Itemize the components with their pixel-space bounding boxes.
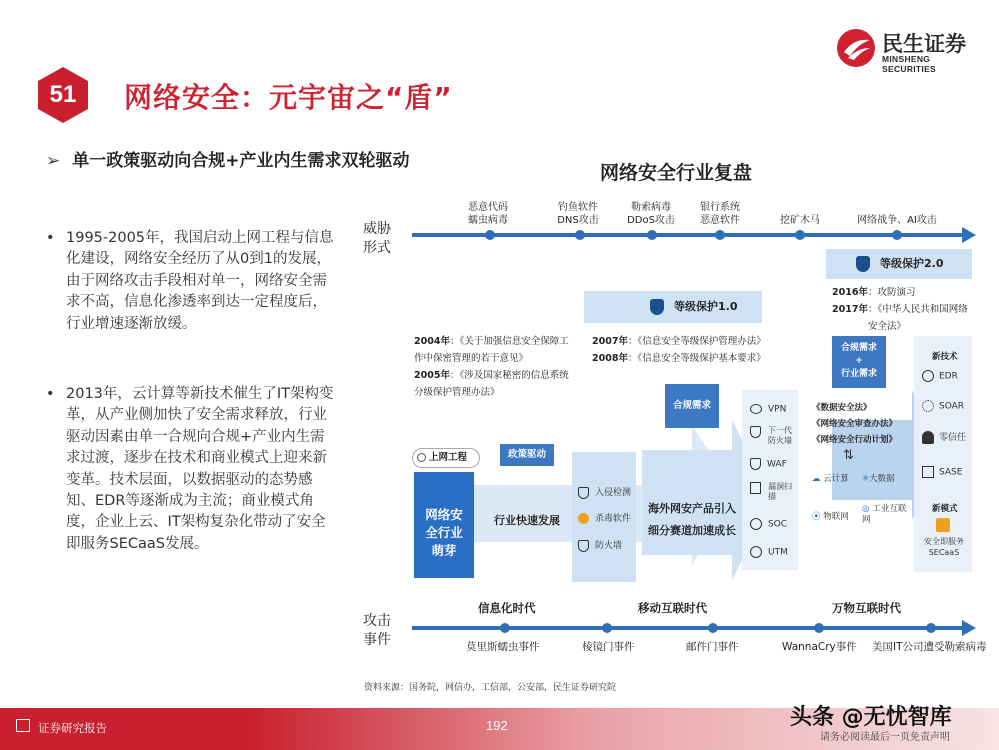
tech-item: ⦿ 物联网 [812, 512, 849, 522]
new-tech-item: EDR [922, 370, 958, 382]
company-logo [836, 28, 986, 74]
timeline-dot [575, 230, 585, 240]
stage1-box: 网络安全行业萌芽 [414, 472, 474, 578]
new-tech-label: 新技术 [932, 352, 958, 362]
product-item: WAF [750, 458, 787, 470]
stage3-products-box [742, 390, 798, 570]
disclaimer: 请务必阅读最后一页免责声明 [820, 732, 950, 743]
product-item: VPN [750, 404, 786, 415]
new-tech-item: SASE [922, 466, 962, 478]
new-tech-item: 零信任 [922, 430, 966, 444]
threat-axis-label: 威胁形式 [363, 221, 391, 256]
product-item: 漏洞扫描 [750, 482, 798, 502]
timeline-dot [814, 623, 824, 633]
globe-icon [417, 453, 426, 462]
book-icon [16, 719, 30, 732]
tech-item: ✳大数据 [862, 474, 895, 484]
law-list: 《数据安全法》 《网络安全审查办法》 《网络安全行动计划》 [812, 403, 898, 445]
product-item: 杀毒软件 [578, 511, 631, 524]
watermark: 头条 @无忧智库 [790, 705, 952, 730]
attack-timeline [412, 626, 970, 630]
threat-timeline [412, 233, 970, 237]
policy-note-mid: 2007年：《信息安全等级保护管理办法》 2008年：《信息安全等级保护基本要求》 [592, 336, 766, 364]
compliance-industry-tag: 合规需求 + 行业需求 [832, 336, 886, 388]
soar-icon [922, 400, 934, 412]
shield-icon [650, 299, 664, 315]
vpn-icon [750, 404, 762, 414]
timeline-dot [715, 230, 725, 240]
sase-icon [922, 466, 934, 478]
source-note: 资料来源：国务院，网信办，工信部，公安部，民生证券研究院 [364, 683, 617, 693]
shield-icon [856, 256, 870, 272]
industrial-internet-icon: ◎ [862, 504, 870, 514]
new-tech-item: SOAR [922, 400, 964, 412]
page-number: 192 [486, 718, 508, 733]
logo-name-cn: 民生证券 [882, 32, 966, 56]
footer-label: 证券研究报告 [38, 721, 107, 735]
bullet-item: • 1995-2005年，我国启动上网工程与信息化建设，网络安全经历了从0到1的发展，由于网络攻击手段相对单一，网络安全需求不高，信息化渗透率到达一定程度后，行业增速逐渐放缓。 [46, 230, 334, 332]
new-model-label: 新模式 [932, 504, 958, 514]
section-number-badge [34, 66, 92, 124]
timeline-dot [795, 230, 805, 240]
threat-item: 钓鱼软件 DNS攻击 [557, 202, 599, 226]
cloud-icon: ☁ [812, 474, 821, 484]
policy-driver-tag: 政策驱动 [500, 444, 554, 466]
timeline-arrow-icon [962, 227, 976, 243]
utm-icon [750, 546, 762, 558]
bullet-dot-icon: • [46, 230, 55, 246]
era-label: 移动互联时代 [638, 601, 707, 615]
product-item: 下一代防火墙 [750, 426, 798, 446]
firewall-icon [578, 540, 589, 552]
product-item: 防火墙 [578, 538, 622, 552]
ngfw-icon [750, 426, 761, 438]
policy-note-left: 2004年：《关于加强信息安全保障工 作中保密管理的若干意见》 2005年：《涉及国家秘密的信息系统 分级保护管理办法》 [414, 336, 569, 398]
product-item: SOC [750, 518, 787, 530]
timeline-dot [500, 623, 510, 633]
secaas-label: 安全即服务SECaaS [924, 537, 964, 557]
timeline-dot [926, 623, 936, 633]
shield-icon [578, 487, 589, 499]
logo-mark-icon [836, 28, 876, 68]
section-heading: ➢ 单一政策驱动向合规+产业内生需求双轮驱动 [46, 151, 410, 171]
bigdata-icon: ✳ [862, 474, 870, 484]
stage1-arrow-label: 行业快速发展 [494, 514, 560, 527]
sync-arrows-icon: ⇅ [843, 448, 854, 463]
dengbao-2-box: 等级保护2.0 [826, 249, 972, 279]
attack-event: 棱镜门事件 [582, 641, 635, 653]
timeline-dot [602, 623, 612, 633]
timeline-dot [892, 230, 902, 240]
page-title: 网络安全：元宇宙之“盾” [124, 81, 453, 114]
scan-icon [750, 482, 761, 494]
zero-trust-icon [922, 431, 934, 444]
attack-event: 莫里斯蠕虫事件 [466, 641, 540, 653]
timeline-dot [708, 623, 718, 633]
logo-name-en: MINSHENG SECURITIES [882, 54, 937, 74]
threat-item: 银行系统 恶意软件 [700, 202, 740, 226]
stage2-arrow-label: 海外网安产品引入 细分赛道加速成长 [648, 502, 736, 537]
attack-axis-label: 攻击事件 [363, 613, 391, 648]
timeline-dot [647, 230, 657, 240]
threat-item: 勒索病毒 DDoS攻击 [627, 202, 675, 226]
edr-icon [922, 370, 934, 382]
stage1-tag: 上网工程 [412, 448, 480, 468]
section-number: 51 [49, 81, 77, 108]
timeline-arrow-icon [962, 620, 976, 636]
threat-item: 网络战争、AI攻击 [857, 215, 937, 226]
product-item: UTM [750, 546, 788, 558]
bullet-item: • 2013年，云计算等新技术催生了IT架构变革，从产业侧加快了安全需求释放，行业驱动因素由单一合规向合规+产业内生需求过渡，逐步在技术和商业模式上迎来新变革。技术层面，以数据驱动的态势感知、EDR等逐渐成为主流；商业模式角度，企业上云、IT架构复杂化带动了安全即服务SECaaS发展。 [46, 386, 334, 552]
tech-item: ☁ 云计算 [812, 474, 849, 484]
soc-icon [750, 518, 762, 530]
diagram-title: 网络安全行业复盘 [600, 162, 753, 184]
arrow-bullet-icon: ➢ [46, 151, 61, 171]
antivirus-icon [578, 513, 589, 524]
compliance-driver-tag: 合规需求 [665, 384, 719, 428]
bullet-dot-icon: • [46, 386, 55, 402]
attack-event: 邮件门事件 [686, 641, 739, 653]
product-item: 入侵检测 [578, 485, 631, 499]
attack-event: 美国IT公司遭受勒索病毒 [872, 641, 987, 653]
era-label: 万物互联时代 [832, 601, 901, 615]
attack-event: WannaCry事件 [782, 641, 857, 653]
timeline-dot [485, 230, 495, 240]
policy-note-right: 2016年：攻防演习 2017年：《中华人民共和国网络 安全法》 [832, 287, 968, 332]
era-label: 信息化时代 [478, 601, 536, 615]
tech-item: ◎ 工业互联网 [862, 504, 907, 525]
threat-item: 恶意代码 蠕虫病毒 [468, 202, 508, 226]
secaas-icon [936, 518, 950, 532]
dengbao-1-box: 等级保护1.0 [584, 291, 762, 323]
waf-icon [750, 458, 761, 470]
threat-item: 挖矿木马 [780, 215, 820, 226]
iot-icon: ⦿ [812, 512, 821, 522]
